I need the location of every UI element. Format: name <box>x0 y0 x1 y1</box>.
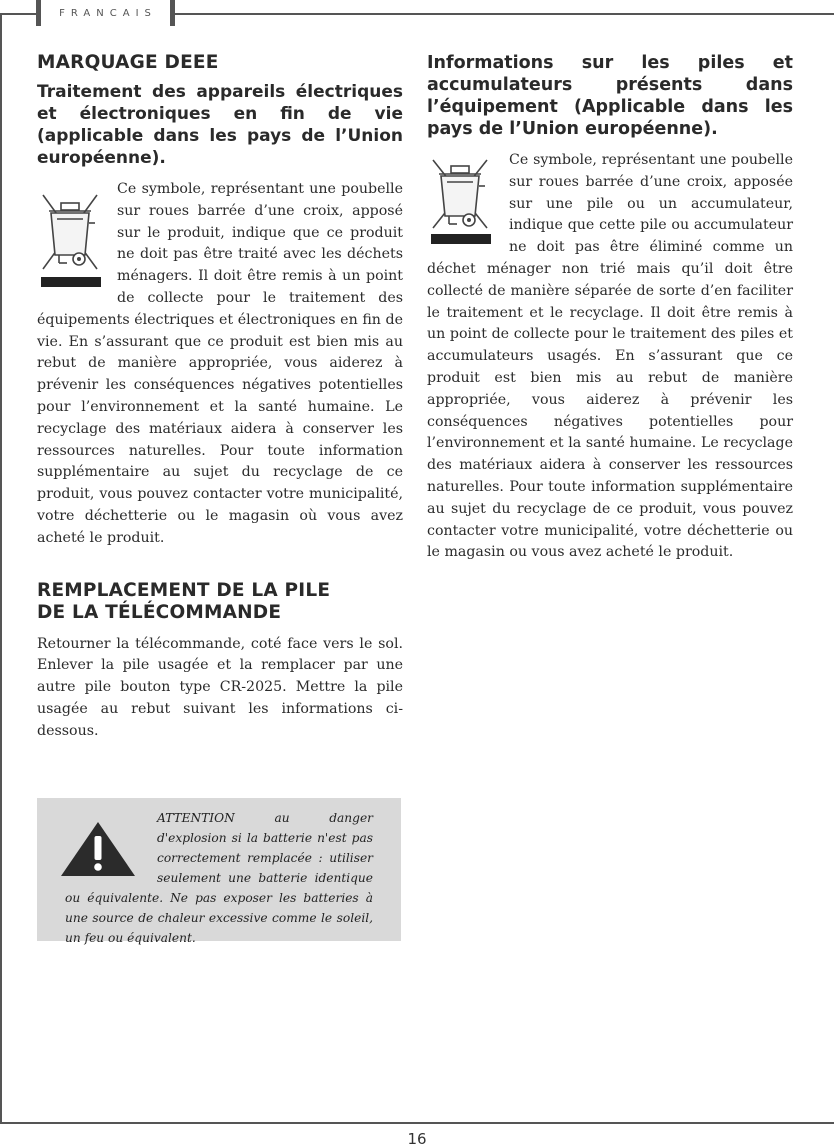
crossed-bin-icon <box>427 154 497 246</box>
warning-box <box>37 798 401 945</box>
battery-info-title: Informations sur les piles et accumulateurs présents dans l’équipement (Applicable dans les pays de l’Union européenne). <box>427 53 793 139</box>
battery-info-section <box>427 150 793 564</box>
page-number: 16 <box>407 1130 427 1148</box>
crossed-bin-icon <box>37 189 107 289</box>
left-column <box>37 52 403 743</box>
battery-title <box>37 580 403 624</box>
frame-bottom <box>0 1122 834 1124</box>
warning-triangle-icon <box>59 820 137 878</box>
warning-text: ATTENTION au danger d'explosion si la batterie n'est pas correctement remplacée : utiliser seulement une batterie identique ou équivalente. Ne pas exposer les batteries à une source de chaleur excessive comme le soleil, un feu ou équivalent. <box>65 811 373 945</box>
battery-title-line2: DE LA TÉLÉCOMMANDE <box>37 601 282 623</box>
weee-body: Ce symbole, représentant une poubelle sur roues barrée d’une croix, apposé sur le produit, indique que ce produit ne doit pas être traité avec les déchets ménagers. Il doit être remis à un point de collecte pour le traitement des équipements électriques et électroniques en fin de vie. En s’assurant que ce produit est bien mis au rebut de manière appropriée, vous aiderez à prévenir les conséquences négatives potentielles pour l’environnement et la santé humaine. Le recyclage des matériaux aidera à conserver les ressources naturelles. Pour toute information supplémentaire au sujet du recyclage de ce produit, vous pouvez contacter votre municipalité, votre déchetterie ou le magasin où vous avez acheté le produit. <box>37 181 403 546</box>
weee-section <box>37 179 403 550</box>
language-label: FRANCAIS <box>59 7 157 19</box>
battery-body: Retourner la télécommande, coté face vers le sol. Enlever la pile usagée et la remplacer par une autre pile bouton type CR-2025. Mettre la pile usagée au rebut suivant les informations ci-dessous. <box>37 635 403 739</box>
right-column <box>427 52 793 564</box>
frame-top-left <box>0 13 36 15</box>
battery-title-line1: REMPLACEMENT DE LA PILE <box>37 579 331 601</box>
frame-left <box>0 13 2 1123</box>
weee-subtitle: Traitement des appareils électriques et électroniques en fin de vie (applicable dans les pays de l’Union européenne). <box>37 82 403 168</box>
frame-top-right <box>175 13 834 15</box>
weee-title: MARQUAGE DEEE <box>37 52 219 73</box>
battery-info-body: Ce symbole, représentant une poubelle sur roues barrée d’une croix, apposée sur une pile ou un accumulateur, indique que cette pile ou accumulateur ne doit pas être éliminé comme un déchet ménager non trié mais qu’il doit être collecté de manière séparée de sorte d’en faciliter le traitement et le recyclage. Il doit être remis à un point de collecte pour le traitement des piles et accumulateurs usagés. En s’assurant que ce produit est bien mis au rebut de manière appropriée, vous aiderez à prévenir les conséquences négatives potentielles pour l’environnement et la santé humaine. Le recyclage des matériaux aidera à conserver les ressources naturelles. Pour toute information supplémentaire au sujet du recyclage de ce produit, vous pouvez contacter votre municipalité, votre déchetterie ou le magasin ou vous avez acheté le produit. <box>427 152 793 561</box>
language-tab <box>36 0 175 26</box>
